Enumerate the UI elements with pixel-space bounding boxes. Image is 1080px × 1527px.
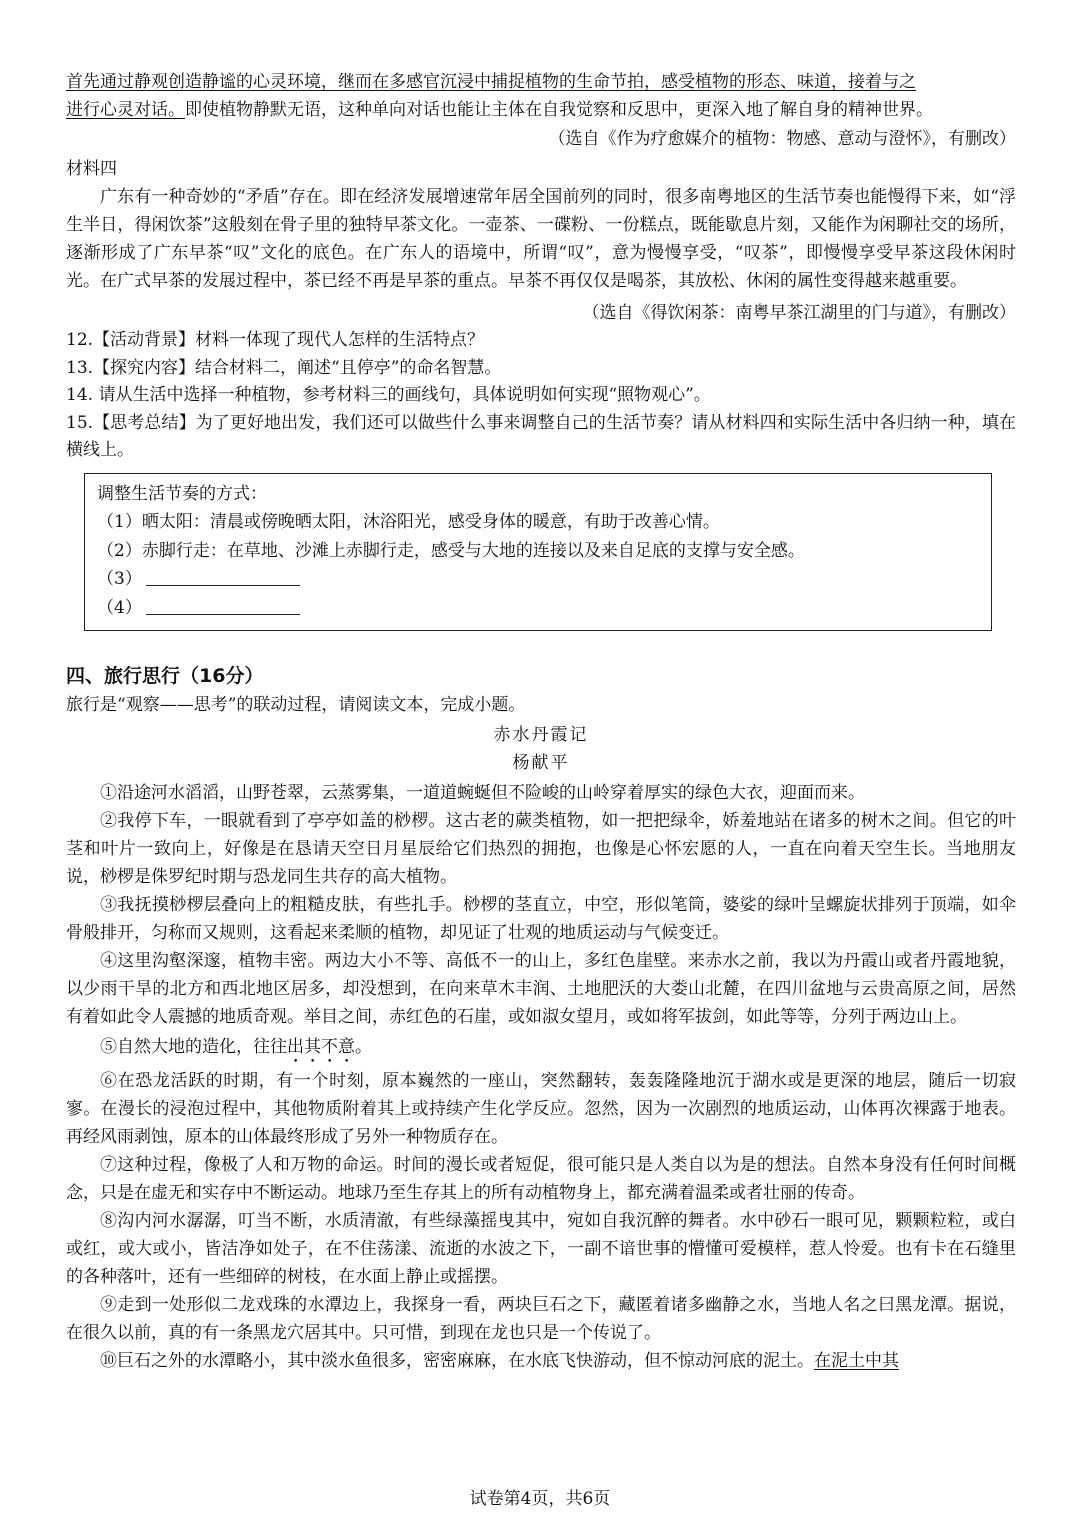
underlined-sentence-part1: 首先通过静观创造静谧的心灵环境，继而在多感官沉浸中捕捉植物的生命节拍，感受植物的形态、味道，接着与之 — [66, 72, 916, 92]
article-paragraph-5 — [66, 1031, 1016, 1067]
section-4-intro: 旅行是“观察——思考”的联动过程，请阅读文本，完成小题。 — [66, 695, 526, 715]
article-paragraph-8: ⑧沟内河水潺潺，叮当不断，水质清澈，有些绿藻摇曳其中，宛如自我沉醉的舞者。水中砂石一眼可见，颗颗粒粒，或白或红，或大或小，皆洁净如处子，在不住荡漾、流逝的水波之下，一副不谙世事的懵懂可爱模样，惹人怜爱。也有卡在石缝里的各种落叶，还有一些细碎的树枝，在水面上静止或摇摆。 — [66, 1211, 1016, 1287]
top-line-1 — [66, 68, 1016, 96]
article-author: 杨献平 — [512, 753, 570, 773]
question-13: 13.【探究内容】结合材料二，阐述“且停亭”的命名智慧。 — [66, 357, 502, 378]
p5-after: 。 — [355, 1037, 372, 1057]
article-paragraph-4: ④这里沟壑深邃，植物丰密。两边大小不等、高低不一的山上，多红色崖壁。来赤水之前，我以为丹霞山或者丹霞地貌，以少雨干旱的北方和西北地区居多，却没想到，在向来草木丰润、土地肥沃的大娄山北麓，在四川盆地与云贵高原之间，居然有着如此令人震撼的地质奇观。举目之间，赤红色的石崖，或如淑女望月，或如将军拔剑，如此等等，分列于两边山上。 — [66, 951, 1016, 1027]
question-12: 12.【活动背景】材料一体现了现代人怎样的生活特点？ — [66, 330, 485, 350]
question-14: 14. 请从生活中选择一种植物，参考材料三的画线句，具体说明如何实现“照物观心”。 — [66, 385, 711, 405]
article-paragraph-10 — [66, 1347, 1016, 1375]
top-line-2-rest: 即使植物静默无语，这种单向对话也能让主体在自我觉察和反思中，更深入地了解自身的精神世界。 — [185, 100, 933, 120]
answer-item-2: （2）赤脚行走：在草地、沙滩上赤脚行走，感受与大地的连接以及来自足底的支撑与安全感。 — [97, 540, 805, 561]
material4-source: （选自《得饮闲茶：南粤早茶江湖里的门与道》，有删改） — [582, 303, 1016, 323]
article-paragraph-3: ③我抚摸桫椤层叠向上的粗糙皮肤，有些扎手。桫椤的茎直立，中空，形似笔筒，婆娑的绿叶呈螺旋状排列于顶端，如伞骨般排开，匀称而又规则，这看起来柔顺的植物，却见证了壮观的地质运动与气候变迁。 — [66, 895, 1016, 943]
p10-text: ⑩巨石之外的水潭略小，其中淡水鱼很多，密密麻麻，在水底飞快游动，但不惊动河底的泥土。 — [100, 1351, 814, 1371]
answer-item-1: （1）晒太阳：清晨或傍晚晒太阳，沐浴阳光，感受身体的暖意，有助于改善心情。 — [97, 512, 720, 532]
section-4-heading: 四、旅行思行（16分） — [66, 665, 264, 687]
top-line-2 — [66, 96, 1016, 124]
material3-source: （选自《作为疗愈媒介的植物：物感、意动与澄怀》，有删改） — [548, 129, 1016, 149]
answer-box — [84, 473, 992, 632]
question-list — [66, 327, 1016, 465]
answer-item-3-number: （3） — [97, 569, 142, 589]
article-paragraph-7: ⑦这种过程，像极了人和万物的命运。时间的漫长或者短促，很可能只是人类自以为是的想法。自然本身没有任何时间概念，只是在虚无和实存中不断运动。地球乃至生存其上的所有动植物身上，都充满着温柔或者壮丽的传奇。 — [66, 1155, 1016, 1203]
answer-blank-3[interactable] — [146, 567, 300, 586]
answer-item-3 — [97, 565, 979, 594]
article-paragraph-1: ①沿途河水滔滔，山野苍翠，云蒸雾集，一道道蜿蜒但不险峻的山岭穿着厚实的绿色大衣，迎面而来。 — [100, 783, 865, 803]
underlined-sentence-part2: 进行心灵对话。 — [66, 100, 185, 120]
answer-box-heading: 调整生活节奏的方式： — [97, 483, 267, 504]
p10-underlined: 在泥土中其 — [814, 1351, 899, 1371]
article-title: 赤水丹霞记 — [493, 725, 589, 745]
answer-blank-4[interactable] — [146, 596, 300, 615]
page-footer: 试卷第4页，共6页 — [469, 1489, 611, 1509]
question-15: 15.【思考总结】为了更好地出发，我们还可以做些什么事来调整自己的生活节奏？请从材料四和实际生活中各归纳一种，填在横线上。 — [66, 412, 1016, 460]
article-paragraph-9: ⑨走到一处形似二龙戏珠的水潭边上，我探身一看，两块巨石之下，藏匿着诸多幽静之水，当地人名之曰黑龙潭。据说，在很久以前，真的有一条黑龙穴居其中。只可惜，到现在龙也只是一个传说了。 — [66, 1295, 1016, 1343]
material4-paragraph: 广东有一种奇妙的“矛盾”存在。即在经济发展增速常年居全国前列的同时，很多南粤地区的生活节奏也能慢得下来，如“浮生半日，得闲饮茶”这般刻在骨子里的独特早茶文化。一壶茶、一碟粉、一份糕点，既能歇息片刻，又能作为闲聊社交的场所，逐渐形成了广东早茶“叹”文化的底色。在广东人的语境中，所谓“叹”，意为慢慢享受，“叹茶”，即慢慢享受早茶这段休闲时光。在广式早茶的发展过程中，茶已经不再是早茶的重点。早茶不再仅仅是喝茶，其放松、休闲的属性变得越来越重要。 — [66, 187, 1016, 291]
answer-item-4 — [97, 594, 979, 623]
p5-dotted-phrase: 出其不意 — [287, 1037, 355, 1057]
article-paragraph-2: ②我停下车，一眼就看到了亭亭如盖的桫椤。这古老的蕨类植物，如一把把绿伞，娇羞地站在诸多的树木之间。但它的叶茎和叶片一致向上，好像是在恳请天空日月星辰给它们热烈的拥抱，也像是心怀宏愿的人，一直在向着天空生长。当地朋友说，桫椤是侏罗纪时期与恐龙同生共存的高大植物。 — [66, 811, 1016, 887]
answer-item-4-number: （4） — [97, 597, 142, 618]
material4-label: 材料四 — [66, 159, 117, 179]
p5-before: ⑤自然大地的造化，往往 — [100, 1037, 287, 1057]
article-paragraph-6: ⑥在恐龙活跃的时期，有一个时刻，原本巍然的一座山，突然翻转，轰轰隆隆地沉于湖水或是更深的地层，随后一切寂寥。在漫长的浸泡过程中，其他物质附着其上或持续产生化学反应。忽然，因为一次剧烈的地质运动，山体再次裸露于地表。再经风雨剥蚀，原本的山体最终形成了另外一种物质存在。 — [66, 1071, 1016, 1147]
